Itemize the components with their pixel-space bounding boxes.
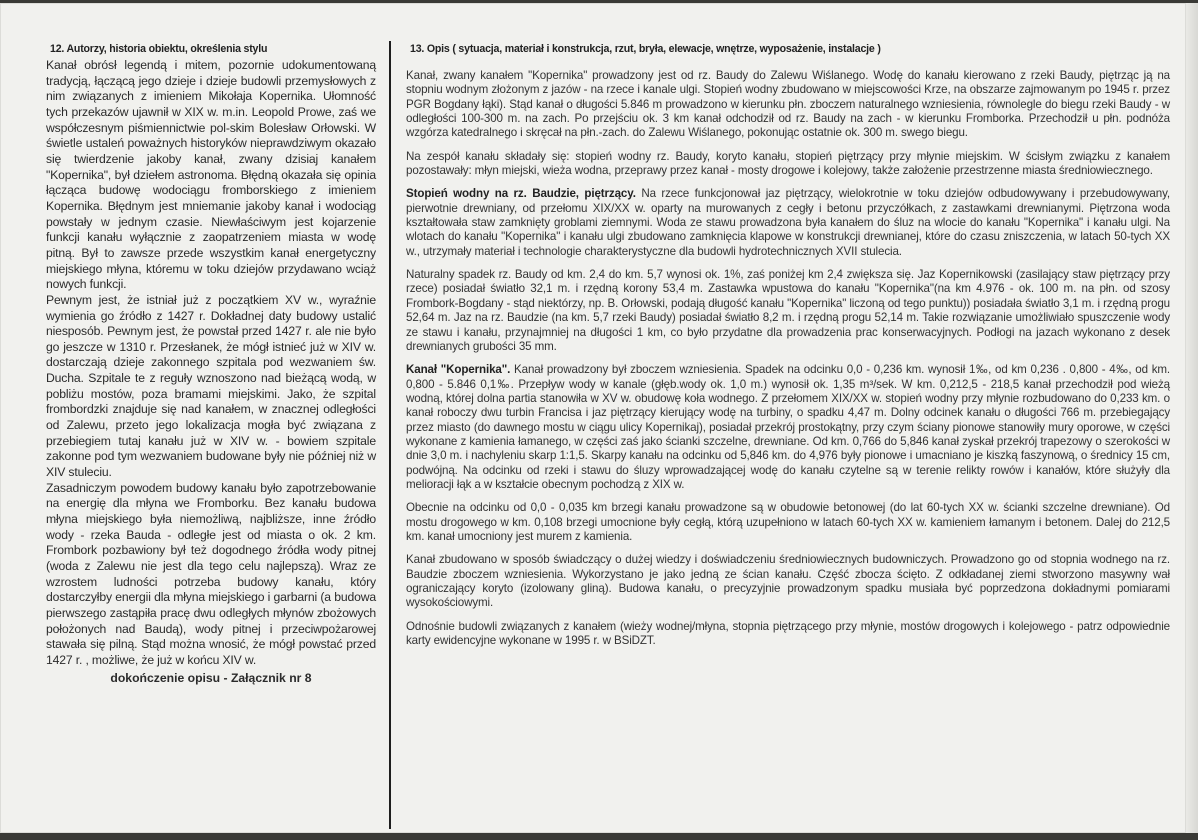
document-page [0, 3, 1186, 833]
section-13-paragraph [406, 268, 1170, 354]
section-13-title: 13. Opis ( sytuacja, materiał i konstrukcja, rzut, bryła, elewacje, wnętrze, wyposażenie, instalacje ) [410, 43, 881, 55]
paragraph-text: Naturalny spadek rz. Baudy od km. 2,4 do km. 5,7 wynosi ok. 1%, zaś poniżej km 2,4 zwiększa się. Jaz Kopernikowski (zasilający staw piętrzący przy rzece) posiadał światło 32,1 m. i rzędną korony 53,4 m. Zastawka wpustowa do kanału "Kopernika"(na km 4.976 - ok. 100 m. na płn. od szosy Frombork-Bogdany - stąd niektórzy, np. B. Orłowski, podają długość kanału "Kopernika" liczoną od tego punktu)) posiadała światło 3,1 m. i rzędną progu 52,64 m. Jaz na rz. Baudzie (na km. 5,7 rzeki Baudy) posiadał światło 8,2 m. i rzędną progu 52,14 m. Takie rozwiązanie umożliwiało spuszczenie wody ze stawu i kanału, przynajmniej na długości 1 km, co było przydatne dla prowadzenia prac konserwacyjnych. Podłogi na jazach wykonano z desek drewnianych grubości 35 mm. [406, 268, 1170, 353]
section-12-paragraph: Kanał obrósł legendą i mitem, pozornie udokumentowaną tradycją, łączącą jego dzieje i dzieje budowli przemysłowych z nim związanych z imieniem Mikołaja Kopernika. Ułomność tych przekazów ujawnił w XIX w. m.in. Leopold Prowe, zaś we współczesnym piśmiennictwie pol-skim Bolesław Orłowski. W świetle ustaleń poważnych historyków nieprawdziwym okazało się twierdzenie jakoby kanał, zwany dzisiaj kanałem "Kopernika", był dziełem astronoma. Błędną okazała się opinia łącząca budowę wodociągu fromborskiego z imieniem Kopernika. Błędnym jest mniemanie jakoby kanał i wodociąg powstały w jednym czasie. Niewłaściwym jest kojarzenie funkcji kanału wyłącznie z zaopatrzeniem miasta w wodę pitną. Był to zawsze przede wszystkim kanał energetyczny miejskiego młyna, któremu w toku dziejów przydawano wciąż nowych funkcji. [46, 58, 376, 292]
section-13-paragraph [406, 150, 1170, 179]
section-12-paragraph: Zasadniczym powodem budowy kanału było zapotrzebowanie na energię dla młyna we Fromborku. Bez kanału budowa młyna miejskiego była niemożliwą, najbliższe, inne źródło wody - rzeka Bauda - odległe jest od miasta o ok. 2 km. Frombork pozbawiony był też dogodnego źródła wody pitnej (woda z Zalewu nie jest dla tego celu najlepszą). Wraz ze wzrostem ludności potrzeba budowy kanału, który dostarczyłby energii dla młyna miejskiego i garbarni (a budowa pierwszego zastąpiła pracę dwu odległych młynów zbożowych położonych nad Baudą), wody pitnej i przeciwpożarowej stawała się pilną. Stąd można wnosić, że mógł powstać przed 1427 r. , możliwe, że już w końcu XIV w. [46, 480, 376, 667]
paragraph-text: Odnośnie budowli związanych z kanałem (wieży wodnej/młyna, stopnia piętrzącego przy młynie, mostów drogowych i kolejowego - patrz odpowiednie karty ewidencyjne wykonane w 1995 r. w BSiDZT. [406, 619, 1170, 648]
paragraph-text: Na rzece funkcjonował jaz piętrzący, wielokrotnie w toku dziejów odbudowywany i przebudowywany, pierwotnie drewniany, od przełomu XIX/XX w. oparty na murowanych z cegły i betonu przyczółkach, z zastawkami drewnianymi. Piętrzona woda kształtowała staw zamknięty groblami ziemnymi. Woda ze stawu prowadzona była kanałem do śluz na wlocie do kanału "Kopernika" i kanału ulgi. Na wlotach do kanału "Kopernika" i kanału ulgi zbudowano zamknięcia klapowe w konstrukcji drewnianej, które do czasu zniszczenia, w latach 50-tych XX w., utrzymały materiał i technologie charakterystyczne dla budowli hydrotechnicznych XVII stulecia. [406, 187, 1170, 258]
section-13-column [406, 43, 1170, 657]
section-13-paragraph [406, 620, 1170, 649]
column-divider [389, 41, 391, 829]
section-13-paragraph [406, 69, 1170, 141]
section-13-paragraph [406, 363, 1170, 492]
section-13-paragraph [406, 553, 1170, 610]
paragraph-lead: Stopień wodny na rz. Baudzie, piętrzący. [406, 187, 636, 201]
section-12-title: 12. Autorzy, historia obiektu, określenia stylu [50, 43, 268, 55]
paragraph-text: Kanał prowadzony był zboczem wzniesienia. Spadek na odcinku 0,0 - 0,236 km. wynosił 1‰, od km 0,236 . 0,800 - 4‰, od km. 0,800 - 5.846 0,1‰. Przepływ wody w kanale (głęb.wody ok. 1,0 m.) wynosił ok. 1,35 m³/sek. W km. 0,212,5 - 218,5 kanał przechodził pod wieżą wodną, której dolna partia stanowiła w XV w. obudowę koła wodnego. Z przełomem XIX/XX w. stopień wodny przy młynie rozbudowano do 0,233 km. o kanał roboczy dwu turbin Francisa i jaz piętrzący kierujący wodę na turbiny, o spadku 4,47 m. Dolny odcinek kanału o długości 766 m. przebiegający przez miasto (do dawnego mostu w ciągu ulicy Kopernikaj), posiadał przekrój prostokątny, przy czym ściany pionowe stanowiły mury oporowe, w części wykonane z kamienia łamanego, w części zaś jako ścianki szczelne, drewniane. Od km. 0,766 do 5,846 kanał zyskał przekrój trapezowy o szerokości w dnie 3,0 m. i nachyleniu skarp 1:1,5. Skarpy kanału na odcinku od 5,846 km. do 4,976 były pionowe i umacniano je kiszką faszynową, o średnicy 15 cm, podwójną. Na odcinku od rzeki i stawu do śluzy wprowadzającej wodę do kanału czytelne są w terenie relikty rowów i kanałów, które służyły dla melioracji łąk a w kształcie obecnym pochodzą z XIX w. [406, 363, 1171, 491]
section-12-paragraph: Pewnym jest, że istniał już z początkiem XV w., wyraźnie wymienia go źródło z 1427 r. Dokładnej daty budowy ustalić niesposób. Pewnym jest, że powstał przed 1427 r. ale nie było go jeszcze w 1310 r. Przesłanek, że mógł istnieć już w XIV w. dostarczają dzieje zakonnego szpitala pod wezwaniem św. Ducha. Szpitale te z reguły wznoszono nad bieżącą wodą, w pobliżu mostów, poza bramami miejskimi. Jako, że szpital frombordzki znajduje się nad kanałem, w znacznej odległości od Zalewu, przeto jego lokalizacja mogła być związana z przebiegiem tutaj kanału już w XIV w. - bowiem szpitale zakonne pod tym wezwaniem budowane były nie później niż w XIV stuleciu. [46, 292, 376, 480]
paragraph-text: Kanał, zwany kanałem "Kopernika" prowadzony jest od rz. Baudy do Zalewu Wiślanego. Wodę do kanału kierowano z rzeki Baudy, piętrząc ją na stopniu wodnym złożonym z jazów - na rzece i kanale ulgi. Stopień wodny zbudowano w miejscowości Krze, na obszarze zajmowanym po 1945 r. przez PGR Bogdany łąki). Stąd kanał o długości 5.846 m prowadzono w kierunku płn. zboczem naturalnego wzniesienia, równolegle do biegu rzeki Baudy - w odległości 100-300 m. na zach. Po przejściu ok. 3 km kanał odchodził od rz. Baudy na zach - w kierunku Fromborka. Przechodził u płn. podnóża wzgórza katedralnego i skręcał na płn.-zach. do Zalewu Wiślanego, pokonując ostatnie ok. 300 m. swego biegu. [406, 69, 1170, 140]
paragraph-text: Obecnie na odcinku od 0,0 - 0,035 km brzegi kanału prowadzone są w obudowie betonowej (do lat 60-tych XX w. ścianki szczelne drewniane). Od mostu drogowego w km. 0,108 brzegi umocnione były cegłą, którą uzupełniono w latach 60-tych XX w. kamieniem łamanym i betonem. Dalej do 212,5 km. kanał umocniony jest murem z kamienia. [406, 501, 1170, 543]
paragraph-text: Kanał zbudowano w sposób świadczący o dużej wiedzy i doświadczeniu średniowiecznych budowniczych. Prowadzono go od stopnia wodnego na rz. Baudzie zboczem wzniesienia. Wykorzystano je jako jedną ze ścian kanału. Część zbocza ścięto. Z odkładanej ziemi stworzono masywny wał ograniczający koryto (izolowany gliną). Budowa kanału, o precyzyjnie prowadzonym spadku musiała być poprzedzona dokładnymi pomiarami wysokościowymi. [406, 553, 1170, 610]
section-12-column [46, 43, 376, 685]
paragraph-lead: Kanał "Kopernika". [406, 363, 511, 377]
continuation-note: dokończenie opisu - Załącznik nr 8 [110, 670, 312, 685]
section-13-paragraph [406, 501, 1170, 544]
section-13-paragraph [406, 187, 1170, 259]
paragraph-text: Na zespół kanału składały się: stopień wodny rz. Baudy, koryto kanału, stopień piętrzący przy młynie miejskim. W ścisłym związku z kanałem pozostawały: młyn miejski, wieża wodna, przeprawy przez kanał - mosty drogowe i kolejowy, także założenie przestrzenne miasta średniowiecznego. [406, 149, 1170, 178]
